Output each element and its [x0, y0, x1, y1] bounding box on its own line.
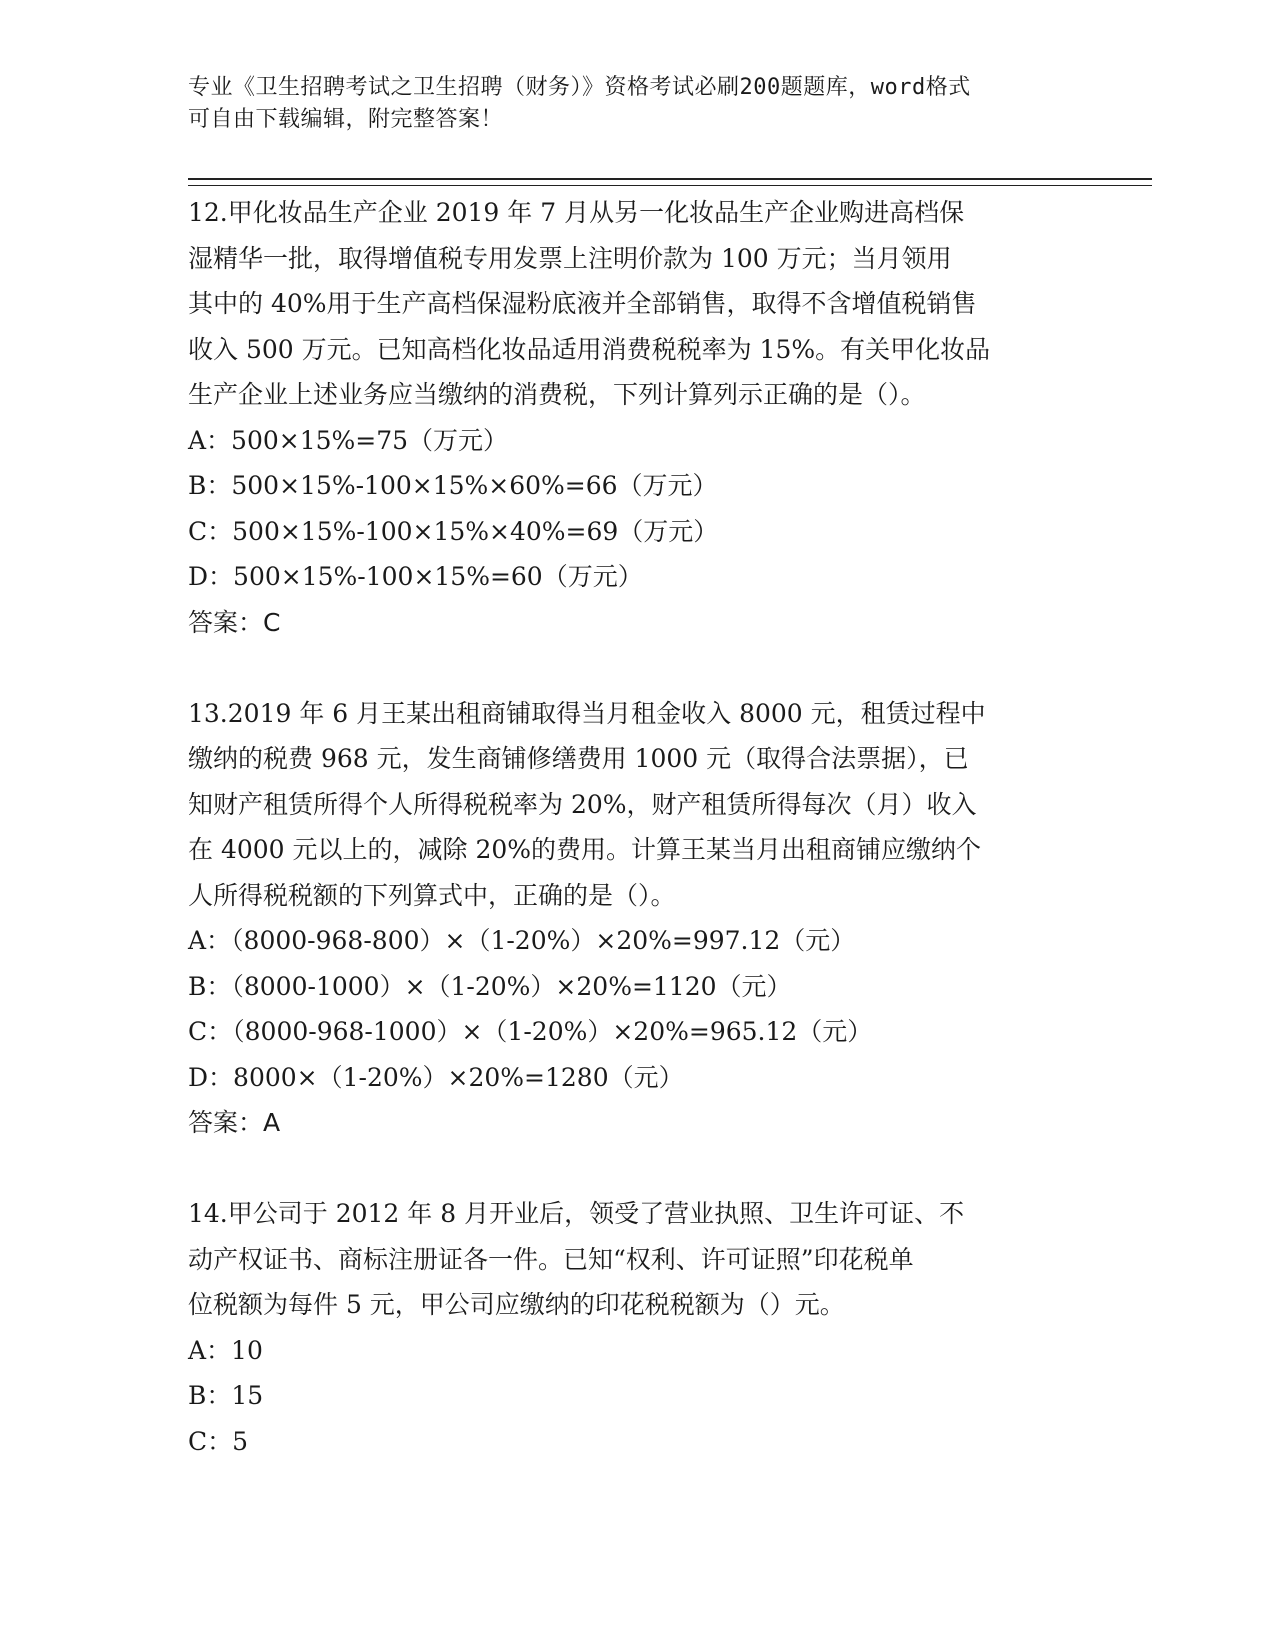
option-c: C：500×15%-100×15%×40%=69（万元） [188, 516, 719, 546]
option-a: A：500×15%=75（万元） [188, 425, 509, 455]
question-stem-line: 12.甲化妆品生产企业 2019 年 7 月从另一化妆品生产企业购进高档保 [188, 198, 965, 227]
option-b: B：15 [188, 1381, 264, 1410]
question-12 [188, 190, 1088, 645]
question-stem-line: 知财产租赁所得个人所得税税率为 20%，财产租赁所得每次（月）收入 [188, 789, 977, 819]
question-stem-line: 生产企业上述业务应当缴纳的消费税，下列计算列示正确的是（）。 [188, 380, 926, 409]
question-stem-line: 动产权证书、商标注册证各一件。已知“权利、许可证照”印花税单 [188, 1244, 914, 1274]
answer-line: 答案：C [188, 607, 281, 637]
header-divider-thick [188, 178, 1152, 180]
document-body [188, 190, 1088, 1464]
question-stem-line: 在 4000 元以上的，减除 20%的费用。计算王某当月出租商铺应缴纳个 [188, 835, 982, 864]
question-stem-line: 14.甲公司于 2012 年 8 月开业后，领受了营业执照、卫生许可证、不 [188, 1199, 965, 1228]
option-d: D：500×15%-100×15%=60（万元） [188, 562, 643, 591]
question-stem-line: 缴纳的税费 968 元，发生商铺修缮费用 1000 元（取得合法票据），已 [188, 744, 969, 773]
option-c: C：5 [188, 1426, 249, 1456]
question-stem-line: 人所得税税额的下列算式中，正确的是（）。 [188, 880, 676, 910]
question-stem-line: 收入 500 万元。已知高档化妆品适用消费税税率为 15%。有关甲化妆品 [188, 334, 991, 364]
question-stem-line: 其中的 40%用于生产高档保湿粉底液并全部销售，取得不含增值税销售 [188, 289, 977, 318]
question-13 [188, 691, 1088, 1146]
document-header [188, 72, 1068, 136]
answer-line: 答案：A [188, 1108, 281, 1137]
option-b: B：（8000-1000）×（1-20%）×20%=1120（元） [188, 971, 792, 1001]
header-line-2: 可自由下载编辑，附完整答案！ [188, 107, 504, 132]
question-stem-line: 湿精华一批，取得增值税专用发票上注明价款为 100 万元；当月领用 [188, 243, 952, 273]
header-line-1: 专业《卫生招聘考试之卫生招聘（财务）》资格考试必刷200题题库，word格式 [188, 75, 971, 100]
option-d: D：8000×（1-20%）×20%=1280（元） [188, 1062, 684, 1092]
option-a: A：（8000-968-800）×（1-20%）×20%=997.12（元） [188, 926, 856, 955]
option-a: A：10 [188, 1335, 263, 1365]
question-spacer [188, 1146, 1088, 1192]
header-divider-thin [188, 185, 1152, 186]
question-spacer [188, 645, 1088, 691]
question-stem-line: 位税额为每件 5 元，甲公司应缴纳的印花税税额为（）元。 [188, 1290, 845, 1319]
question-14 [188, 1191, 1088, 1464]
question-stem-line: 13.2019 年 6 月王某出租商铺取得当月租金收入 8000 元，租赁过程中 [188, 698, 986, 728]
option-c: C：（8000-968-1000）×（1-20%）×20%=965.12（元） [188, 1017, 873, 1046]
option-b: B：500×15%-100×15%×60%=66（万元） [188, 471, 718, 500]
